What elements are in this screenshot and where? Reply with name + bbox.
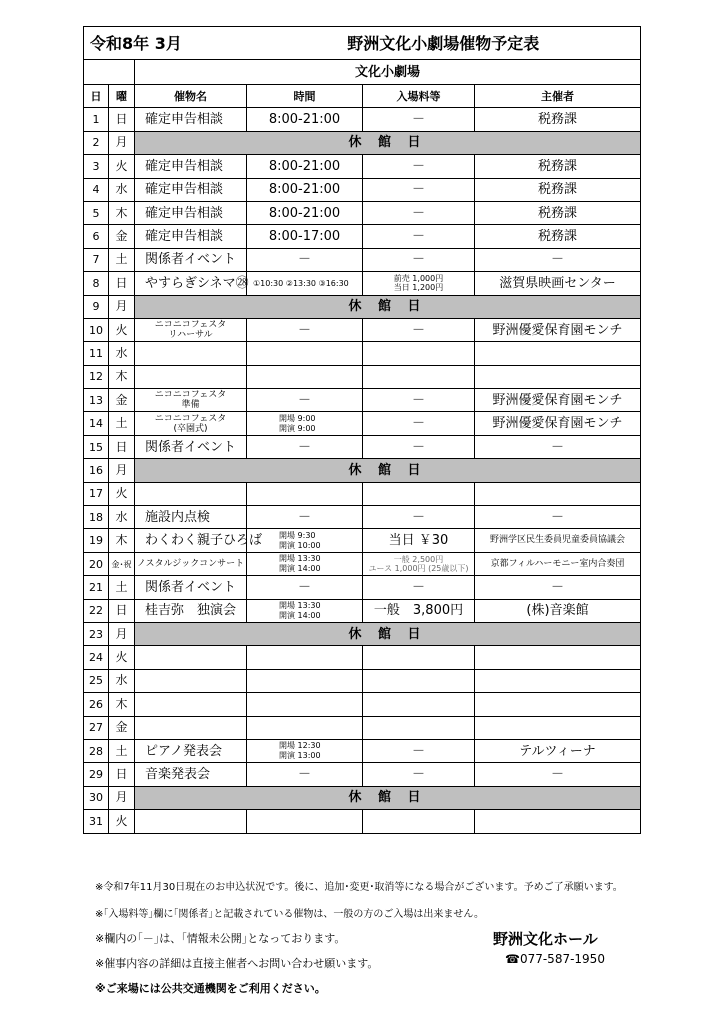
event-time: － [247, 389, 363, 412]
schedule-row [84, 482, 641, 505]
event-name: 関係者イベント [135, 248, 247, 271]
note-contact: ※催事内容の詳細は直接主催者へお問い合わせ願います。 [95, 957, 379, 970]
event-fee: － [363, 201, 475, 224]
day-number: 10 [84, 318, 109, 341]
schedule-row [84, 389, 641, 412]
organizer: 税務課 [475, 108, 641, 131]
day-number: 21 [84, 576, 109, 599]
event-name: 関係者イベント [135, 576, 247, 599]
col-organizer: 主催者 [475, 85, 641, 108]
schedule-row [84, 248, 641, 271]
schedule-row [84, 669, 641, 692]
event-time [247, 342, 363, 365]
organizer: － [475, 435, 641, 458]
schedule-row [84, 365, 641, 388]
schedule-row [84, 763, 641, 786]
day-number: 22 [84, 599, 109, 622]
weekday: 金 [109, 389, 135, 412]
schedule-row [84, 739, 641, 762]
weekday: 金 [109, 716, 135, 739]
event-time: － [247, 506, 363, 529]
weekday: 水 [109, 178, 135, 201]
closed-label: 休 館 日 [135, 786, 641, 809]
weekday: 水 [109, 342, 135, 365]
day-number: 5 [84, 201, 109, 224]
event-name [135, 810, 247, 833]
day-number: 8 [84, 272, 109, 295]
schedule-row [84, 155, 641, 178]
schedule-row [84, 810, 641, 833]
column-header-row [84, 85, 641, 108]
event-time: 開場 9:00 開演 9:00 [247, 412, 363, 435]
event-time: 開場 13:30 開演 14:00 [247, 552, 363, 575]
organizer: 野洲優愛保育園モンチ [475, 412, 641, 435]
event-time [247, 716, 363, 739]
organizer [475, 646, 641, 669]
event-fee: － [363, 576, 475, 599]
event-fee: － [363, 178, 475, 201]
event-time [247, 482, 363, 505]
organizer [475, 342, 641, 365]
event-fee: － [363, 389, 475, 412]
closed-row [84, 131, 641, 154]
event-time: 8:00-17:00 [247, 225, 363, 248]
event-time [247, 693, 363, 716]
closed-row [84, 622, 641, 645]
note-status-date: ※令和7年11月30日現在のお申込状況です。後に、追加･変更･取消等になる場合がございます。予めご了承願います。 [95, 882, 623, 893]
col-fee: 入場料等 [363, 85, 475, 108]
day-number: 28 [84, 739, 109, 762]
event-fee: － [363, 108, 475, 131]
organizer [475, 669, 641, 692]
event-time: － [247, 248, 363, 271]
organizer: － [475, 763, 641, 786]
weekday: 水 [109, 669, 135, 692]
col-day: 日 [84, 85, 109, 108]
event-name: 関係者イベント [135, 435, 247, 458]
day-number: 25 [84, 669, 109, 692]
schedule-row [84, 529, 641, 552]
note-transit: ※ご来場には公共交通機関をご利用ください。 [95, 982, 326, 995]
schedule-row [84, 693, 641, 716]
event-fee: － [363, 412, 475, 435]
event-name [135, 482, 247, 505]
event-name [135, 365, 247, 388]
day-number: 12 [84, 365, 109, 388]
day-number: 31 [84, 810, 109, 833]
event-name: 確定申告相談 [135, 225, 247, 248]
weekday: 木 [109, 201, 135, 224]
weekday: 木 [109, 365, 135, 388]
event-time: － [247, 763, 363, 786]
col-event: 催物名 [135, 85, 247, 108]
organizer: 京都フィルハーモニー室内合奏団 [475, 552, 641, 575]
event-fee: － [363, 506, 475, 529]
event-time: － [247, 435, 363, 458]
event-fee: 一般 3,800円 [363, 599, 475, 622]
event-time: － [247, 318, 363, 341]
day-number: 16 [84, 459, 109, 482]
event-fee: 一般 2,500円 ユース 1,000円 (25歳以下) [363, 552, 475, 575]
schedule-row [84, 318, 641, 341]
page-title: 野洲文化小劇場催物予定表 [247, 27, 641, 60]
day-number: 27 [84, 716, 109, 739]
event-fee: － [363, 739, 475, 762]
note-dash: ※欄内の｢－｣は、｢情報未公開｣となっております。 [95, 932, 346, 945]
event-time: 開場 12:30 開演 13:00 [247, 739, 363, 762]
event-name: わくわく親子ひろば [135, 529, 247, 552]
event-name: 確定申告相談 [135, 201, 247, 224]
venue-name: 文化小劇場 [135, 60, 641, 85]
day-number: 20 [84, 552, 109, 575]
event-time [247, 810, 363, 833]
weekday: 金･祝 [109, 552, 135, 575]
col-time: 時間 [247, 85, 363, 108]
weekday: 土 [109, 739, 135, 762]
closed-label: 休 館 日 [135, 295, 641, 318]
event-time: 8:00-21:00 [247, 108, 363, 131]
organizer [475, 365, 641, 388]
day-number: 4 [84, 178, 109, 201]
weekday: 火 [109, 482, 135, 505]
event-time: － [247, 576, 363, 599]
schedule-table [83, 26, 641, 834]
event-fee: 当日 ￥30 [363, 529, 475, 552]
event-fee [363, 693, 475, 716]
day-number: 26 [84, 693, 109, 716]
organizer: 野洲学区民生委員児童委員協議会 [475, 529, 641, 552]
day-number: 7 [84, 248, 109, 271]
weekday: 金 [109, 225, 135, 248]
organizer [475, 693, 641, 716]
event-fee: 前売 1,000円 当日 1,200円 [363, 272, 475, 295]
event-fee [363, 646, 475, 669]
phone-number: ☎077-587-1950 [505, 952, 605, 966]
schedule-row [84, 108, 641, 131]
event-name [135, 646, 247, 669]
event-name [135, 342, 247, 365]
schedule-row [84, 178, 641, 201]
hall-name: 野洲文化ホール [493, 930, 598, 948]
closed-row [84, 295, 641, 318]
day-number: 24 [84, 646, 109, 669]
schedule-row [84, 576, 641, 599]
weekday: 土 [109, 576, 135, 599]
closed-label: 休 館 日 [135, 622, 641, 645]
note-stakeholders: ※｢入場料等｣欄に｢関係者｣と記載されている催物は、一般の方のご入場は出来ません。 [95, 909, 484, 920]
event-time: 8:00-21:00 [247, 178, 363, 201]
event-time [247, 365, 363, 388]
event-time: 8:00-21:00 [247, 201, 363, 224]
event-time: ①10:30 ②13:30 ③16:30 [247, 272, 363, 295]
closed-label: 休 館 日 [135, 131, 641, 154]
organizer: (株)音楽館 [475, 599, 641, 622]
schedule-row [84, 506, 641, 529]
event-name: ピアノ発表会 [135, 739, 247, 762]
event-name: やすらぎシネマ㉘ [135, 272, 247, 295]
organizer: 滋賀県映画センター [475, 272, 641, 295]
organizer: 税務課 [475, 178, 641, 201]
schedule-row [84, 225, 641, 248]
organizer [475, 716, 641, 739]
event-fee [363, 365, 475, 388]
event-name: ニコニコフェスタ (卒園式) [135, 412, 247, 435]
organizer: － [475, 248, 641, 271]
weekday: 月 [109, 131, 135, 154]
weekday: 月 [109, 295, 135, 318]
weekday: 月 [109, 786, 135, 809]
col-weekday: 曜 [109, 85, 135, 108]
day-number: 17 [84, 482, 109, 505]
day-number: 6 [84, 225, 109, 248]
event-name: 施設内点検 [135, 506, 247, 529]
event-fee [363, 669, 475, 692]
organizer: － [475, 576, 641, 599]
weekday: 月 [109, 459, 135, 482]
day-number: 23 [84, 622, 109, 645]
weekday: 日 [109, 108, 135, 131]
schedule-row [84, 599, 641, 622]
event-fee: － [363, 225, 475, 248]
event-name: 確定申告相談 [135, 108, 247, 131]
day-number: 2 [84, 131, 109, 154]
event-fee: － [363, 763, 475, 786]
schedule-row [84, 412, 641, 435]
event-fee [363, 342, 475, 365]
weekday: 火 [109, 810, 135, 833]
closed-row [84, 459, 641, 482]
day-number: 14 [84, 412, 109, 435]
venue-row [84, 60, 641, 85]
weekday: 日 [109, 763, 135, 786]
event-time: 8:00-21:00 [247, 155, 363, 178]
day-number: 30 [84, 786, 109, 809]
schedule-row [84, 342, 641, 365]
event-fee: － [363, 248, 475, 271]
event-name: ニコニコフェスタ 準備 [135, 389, 247, 412]
organizer: 税務課 [475, 225, 641, 248]
title-row [84, 27, 641, 60]
event-fee [363, 810, 475, 833]
day-number: 1 [84, 108, 109, 131]
day-number: 11 [84, 342, 109, 365]
event-name [135, 693, 247, 716]
event-fee: － [363, 155, 475, 178]
weekday: 日 [109, 599, 135, 622]
event-name: 確定申告相談 [135, 155, 247, 178]
event-name [135, 716, 247, 739]
day-number: 19 [84, 529, 109, 552]
organizer: 野洲優愛保育園モンチ [475, 318, 641, 341]
schedule-row [84, 201, 641, 224]
event-name: ニコニコフェスタ リハーサル [135, 318, 247, 341]
day-number: 9 [84, 295, 109, 318]
event-name [135, 669, 247, 692]
schedule-row [84, 272, 641, 295]
weekday: 火 [109, 646, 135, 669]
event-fee [363, 716, 475, 739]
venue-spacer [84, 60, 135, 85]
weekday: 水 [109, 506, 135, 529]
schedule-row [84, 646, 641, 669]
schedule-row [84, 435, 641, 458]
event-time: 開場 9:30 開演 10:00 [247, 529, 363, 552]
event-name: 桂吉弥 独演会 [135, 599, 247, 622]
organizer [475, 810, 641, 833]
organizer: 税務課 [475, 201, 641, 224]
event-name: 音楽発表会 [135, 763, 247, 786]
weekday: 木 [109, 529, 135, 552]
event-name: ノスタルジックコンサート [135, 552, 247, 575]
closed-row [84, 786, 641, 809]
event-time [247, 669, 363, 692]
weekday: 火 [109, 155, 135, 178]
organizer: テルツィーナ [475, 739, 641, 762]
day-number: 13 [84, 389, 109, 412]
weekday: 火 [109, 318, 135, 341]
month-label: 令和8年 3月 [84, 27, 247, 60]
event-time [247, 646, 363, 669]
event-name: 確定申告相談 [135, 178, 247, 201]
day-number: 15 [84, 435, 109, 458]
weekday: 日 [109, 435, 135, 458]
day-number: 18 [84, 506, 109, 529]
organizer: 野洲優愛保育園モンチ [475, 389, 641, 412]
organizer: － [475, 506, 641, 529]
event-fee: － [363, 318, 475, 341]
closed-label: 休 館 日 [135, 459, 641, 482]
weekday: 月 [109, 622, 135, 645]
organizer: 税務課 [475, 155, 641, 178]
weekday: 木 [109, 693, 135, 716]
day-number: 3 [84, 155, 109, 178]
weekday: 日 [109, 272, 135, 295]
schedule-row [84, 552, 641, 575]
event-fee [363, 482, 475, 505]
organizer [475, 482, 641, 505]
weekday: 土 [109, 248, 135, 271]
event-time: 開場 13:30 開演 14:00 [247, 599, 363, 622]
day-number: 29 [84, 763, 109, 786]
schedule-row [84, 716, 641, 739]
event-fee: － [363, 435, 475, 458]
weekday: 土 [109, 412, 135, 435]
